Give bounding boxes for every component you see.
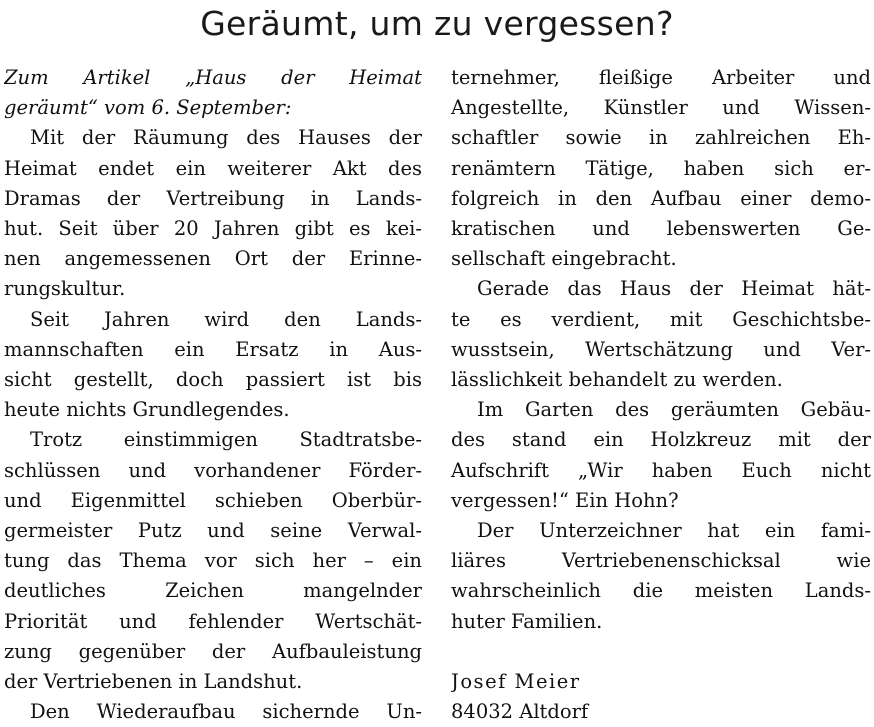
text-line: heute nichts Grundlegendes. bbox=[4, 398, 290, 422]
text-line: lässlichkeit behandelt zu werden. bbox=[451, 368, 783, 392]
paragraph-7 bbox=[451, 516, 871, 637]
paragraph-4-continued bbox=[451, 63, 871, 274]
text-line: Den Wiederaufbau sichernde Un- bbox=[30, 700, 422, 724]
text-line: zung gegenüber der Aufbauleistung bbox=[4, 639, 422, 663]
paragraph-1 bbox=[4, 123, 422, 304]
text-line: Im Garten des geräumten Gebäu- bbox=[477, 398, 871, 422]
paragraph-4-start bbox=[4, 697, 422, 727]
text-line: des stand ein Holzkreuz mit der bbox=[451, 428, 871, 452]
text-line: Trotz einstimmigen Stadtratsbe- bbox=[30, 428, 422, 452]
text-line: Gerade das Haus der Heimat hät- bbox=[477, 277, 871, 301]
text-line: Mit der Räumung des Hauses der bbox=[30, 126, 422, 150]
text-line: kratischen und lebenswerten Ge- bbox=[451, 217, 871, 241]
text-line: folgreich in den Aufbau einer demo- bbox=[451, 186, 871, 210]
text-line: hut. Seit über 20 Jahren gibt es kei- bbox=[4, 217, 422, 241]
text-line: Aufschrift „Wir haben Euch nicht bbox=[451, 458, 871, 482]
text-line: deutliches Zeichen mangelnder bbox=[4, 579, 422, 603]
text-line: sellschaft eingebracht. bbox=[451, 247, 677, 271]
text-line: und Eigenmittel schieben Oberbür- bbox=[4, 488, 422, 512]
text-line: mannschaften ein Ersatz in Aus- bbox=[4, 337, 422, 361]
text-line: Heimat endet ein weiterer Akt des bbox=[4, 156, 422, 180]
text-line: vergessen!“ Ein Hohn? bbox=[451, 488, 679, 512]
signature-block bbox=[451, 667, 871, 727]
text-line: liäres Vertriebenenschicksal wie bbox=[451, 549, 871, 573]
text-line: ternehmer, fleißige Arbeiter und bbox=[451, 66, 871, 89]
headline: Geräumt, um zu vergessen? bbox=[200, 4, 674, 43]
author-name: Josef Meier bbox=[451, 670, 581, 694]
text-line: schaftler sowie in zahlreichen Eh- bbox=[451, 126, 871, 150]
text-line: tung das Thema vor sich her – ein bbox=[4, 549, 422, 573]
paragraph-3 bbox=[4, 425, 422, 697]
text-line: nen angemessenen Ort der Erinne- bbox=[4, 247, 422, 271]
text-line: Angestellte, Künstler und Wissen- bbox=[451, 96, 871, 120]
text-line: schlüssen und vorhandener Förder- bbox=[4, 458, 422, 482]
text-line: wusstsein, Wertschätzung und Ver- bbox=[451, 337, 871, 361]
text-line: te es verdient, mit Geschichtsbe- bbox=[451, 307, 871, 331]
intro-line bbox=[4, 63, 422, 123]
text-line: huter Familien. bbox=[451, 609, 603, 633]
text-line: Dramas der Vertreibung in Lands- bbox=[4, 186, 422, 210]
text-line: rungskultur. bbox=[4, 277, 126, 301]
text-line: der Vertriebenen in Landshut. bbox=[4, 670, 303, 694]
text-line: renämtern Tätige, haben sich er- bbox=[451, 156, 871, 180]
paragraph-2 bbox=[4, 305, 422, 426]
author-location: 84032 Altdorf bbox=[451, 700, 589, 724]
left-column bbox=[4, 63, 422, 727]
text-line: Zum Artikel „Haus der Heimat bbox=[4, 66, 422, 89]
text-line: Priorität und fehlender Wertschät- bbox=[4, 609, 422, 633]
text-line: geräumt“ vom 6. September: bbox=[4, 96, 292, 120]
right-column bbox=[451, 63, 871, 727]
signature-spacer bbox=[451, 637, 871, 667]
paragraph-5 bbox=[451, 274, 871, 395]
text-line: Seit Jahren wird den Lands- bbox=[30, 307, 422, 331]
text-line: sicht gestellt, doch passiert ist bis bbox=[4, 368, 422, 392]
text-line: Der Unterzeichner hat ein fami- bbox=[477, 519, 871, 543]
text-line: wahrscheinlich die meisten Lands- bbox=[451, 579, 871, 603]
paragraph-6 bbox=[451, 395, 871, 516]
text-line: germeister Putz und seine Verwal- bbox=[4, 519, 422, 543]
